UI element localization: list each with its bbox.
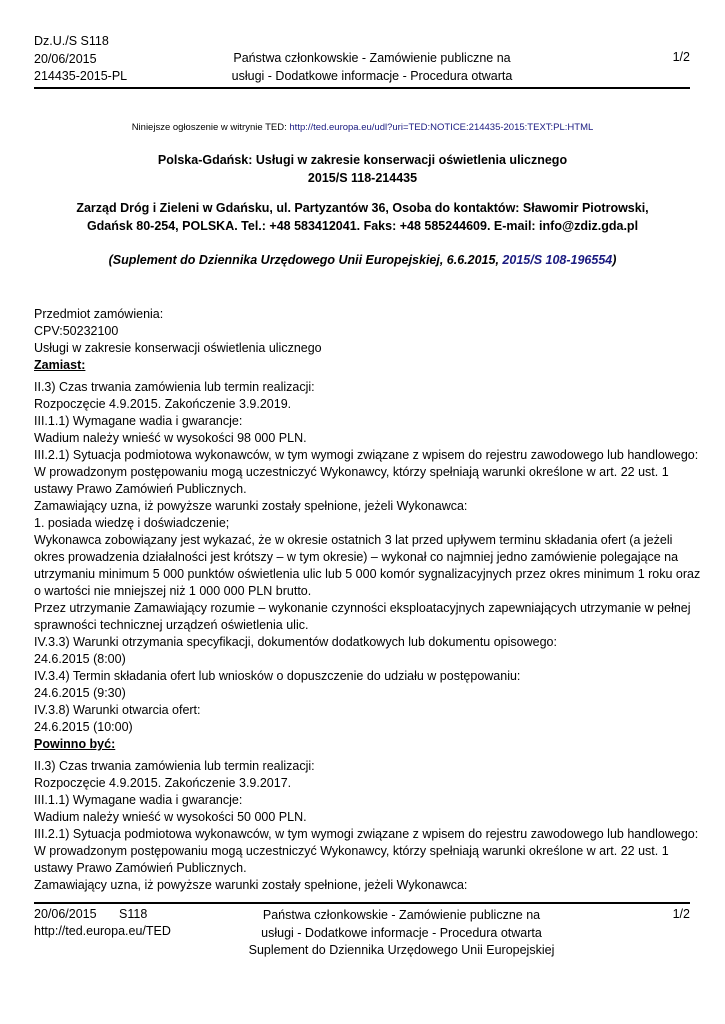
instead-line: o wartości nie mniejszej niż 1 000 000 PLN brutto. — [34, 584, 312, 598]
footer-description-line: Państwa członkowskie - Zamówienie publiczne na — [262, 908, 541, 922]
should-be-line: W prowadzonym postępowaniu mogą uczestniczyć Wykonawcy, którzy spełniają warunki określone w art. 22 ust. 1 — [34, 844, 669, 858]
notice-reference: 2015/S 118-214435 — [307, 171, 418, 185]
should-be-line: Zamawiający uzna, iż powyższe warunki zostały spełnione, jeżeli Wykonawca: — [34, 878, 468, 892]
contracting-authority — [60, 199, 665, 235]
supplement-reference — [40, 253, 685, 267]
supplement-prefix: (Suplement do Dziennika Urzędowego Unii Europejskiej, 6.6.2015, — [108, 253, 503, 267]
instead-line: okres prowadzenia działalności jest krótszy – w tym okresie) – wykonał co najmniej jedno zamówienie polegające na — [34, 550, 679, 564]
instead-line: 24.6.2015 (8:00) — [34, 652, 126, 666]
contact-line: Zarząd Dróg i Zieleni w Gdańsku, ul. Partyzantów 36, Osoba do kontaktów: Sławomir Piotrowski, — [76, 201, 649, 215]
should-be-line: Rozpoczęcie 4.9.2015. Zakończenie 3.9.2017. — [34, 776, 292, 790]
instead-line: 1. posiada wiedzę i doświadczenie; — [34, 516, 230, 530]
header-description — [214, 50, 530, 85]
intro-line: Usługi w zakresie konserwacji oświetlenia ulicznego — [34, 341, 322, 355]
ted-notice-prefix: Niniejsze ogłoszenie w witrynie TED: — [131, 122, 290, 133]
instead-line: Rozpoczęcie 4.9.2015. Zakończenie 3.9.2019. — [34, 397, 292, 411]
should-be-line: ustawy Prawo Zamówień Publicznych. — [34, 861, 247, 875]
page-header — [34, 33, 690, 89]
instead-line: Zamawiający uzna, iż powyższe warunki zostały spełnione, jeżeli Wykonawca: — [34, 499, 468, 513]
should-be-line: III.1.1) Wymagane wadia i gwarancje: — [34, 793, 243, 807]
footer-date: 20/06/2015 — [34, 907, 97, 921]
page-footer — [34, 902, 690, 957]
header-journal-ref: Dz.U./S S118 — [34, 34, 109, 48]
footer-url: http://ted.europa.eu/TED — [34, 924, 171, 938]
should-be-line: II.3) Czas trwania zamówienia lub termin realizacji: — [34, 759, 315, 773]
footer-description-line: Suplement do Dziennika Urzędowego Unii Europejskiej — [248, 943, 555, 957]
instead-line: Wadium należy wnieść w wysokości 98 000 PLN. — [34, 431, 307, 445]
should-be-line: Wadium należy wnieść w wysokości 50 000 PLN. — [34, 810, 307, 824]
header-date: 20/06/2015 — [34, 51, 97, 66]
ted-notice-link[interactable]: http://ted.europa.eu/udl?uri=TED:NOTICE:214435-2015:TEXT:PL:HTML — [289, 122, 594, 133]
instead-line: 24.6.2015 (10:00) — [34, 720, 133, 734]
should-be-line: III.2.1) Sytuacja podmiotowa wykonawców, w tym wymogi związane z wpisem do rejestru zawodowego lub handlowego: — [34, 827, 699, 841]
instead-line: Wykonawca zobowiązany jest wykazać, że w okresie ostatnich 3 lat przed upływem terminu składania ofert (a jeżeli — [34, 533, 673, 547]
notice-title-line: Polska-Gdańsk: Usługi w zakresie konserwacji oświetlenia ulicznego — [157, 153, 568, 167]
instead-line: Przez utrzymanie Zamawiający rozumie – wykonanie czynności eksploatacyjnych zapewniających utrzymanie w pełnej — [34, 601, 691, 615]
instead-line: 24.6.2015 (9:30) — [34, 686, 126, 700]
supplement-suffix: ) — [612, 253, 617, 267]
contact-line: Gdańsk 80-254, POLSKA. Tel.: +48 583412041. Faks: +48 585244609. E-mail: info@zdiz.gda.pl — [86, 219, 639, 233]
header-description-line: Państwa członkowskie - Zamówienie publiczne na — [233, 51, 511, 65]
instead-line: sprawności technicznej urządzeń oświetlenia ulic. — [34, 618, 309, 632]
header-document-ids — [34, 33, 127, 86]
instead-heading: Zamiast: — [34, 358, 86, 372]
supplement-ref-link[interactable]: 2015/S 108-196554 — [502, 253, 613, 267]
instead-line: II.3) Czas trwania zamówienia lub termin realizacji: — [34, 380, 315, 394]
instead-line: IV.3.4) Termin składania ofert lub wniosków o dopuszczenie do udziału w postępowaniu: — [34, 669, 521, 683]
instead-line: III.2.1) Sytuacja podmiotowa wykonawców, w tym wymogi związane z wpisem do rejestru zawodowego lub handlowego: — [34, 448, 699, 462]
footer-description-line: usługi - Dodatkowe informacje - Procedura otwarta — [261, 925, 542, 940]
should-be-heading: Powinno być: — [34, 737, 116, 751]
instead-line: ustawy Prawo Zamówień Publicznych. — [34, 482, 247, 496]
header-page-number: 1/2 — [672, 50, 690, 64]
footer-description — [214, 907, 589, 960]
ted-notice-line — [0, 122, 725, 133]
instead-line: IV.3.8) Warunki otwarcia ofert: — [34, 703, 201, 717]
notice-body — [34, 306, 701, 894]
instead-line: W prowadzonym postępowaniu mogą uczestniczyć Wykonawcy, którzy spełniają warunki określone w art. 22 ust. 1 — [34, 465, 669, 479]
instead-line: IV.3.3) Warunki otrzymania specyfikacji, dokumentów dodatkowych lub dokumentu opisowego: — [34, 635, 557, 649]
footer-page-number: 1/2 — [672, 907, 690, 921]
instead-line: utrzymaniu minimum 5 000 punktów oświetlenia ulic lub 5 000 komór sygnalizacyjnych przez okres minimum 1 roku oraz — [34, 567, 701, 581]
notice-title — [60, 151, 665, 187]
footer-series-code: S118 — [119, 907, 148, 921]
header-notice-number: 214435-2015-PL — [34, 69, 128, 83]
intro-line: CPV:50232100 — [34, 324, 119, 338]
intro-line: Przedmiot zamówienia: — [34, 307, 164, 321]
header-description-line: usługi - Dodatkowe informacje - Procedura otwarta — [231, 68, 513, 83]
instead-line: III.1.1) Wymagane wadia i gwarancje: — [34, 414, 243, 428]
